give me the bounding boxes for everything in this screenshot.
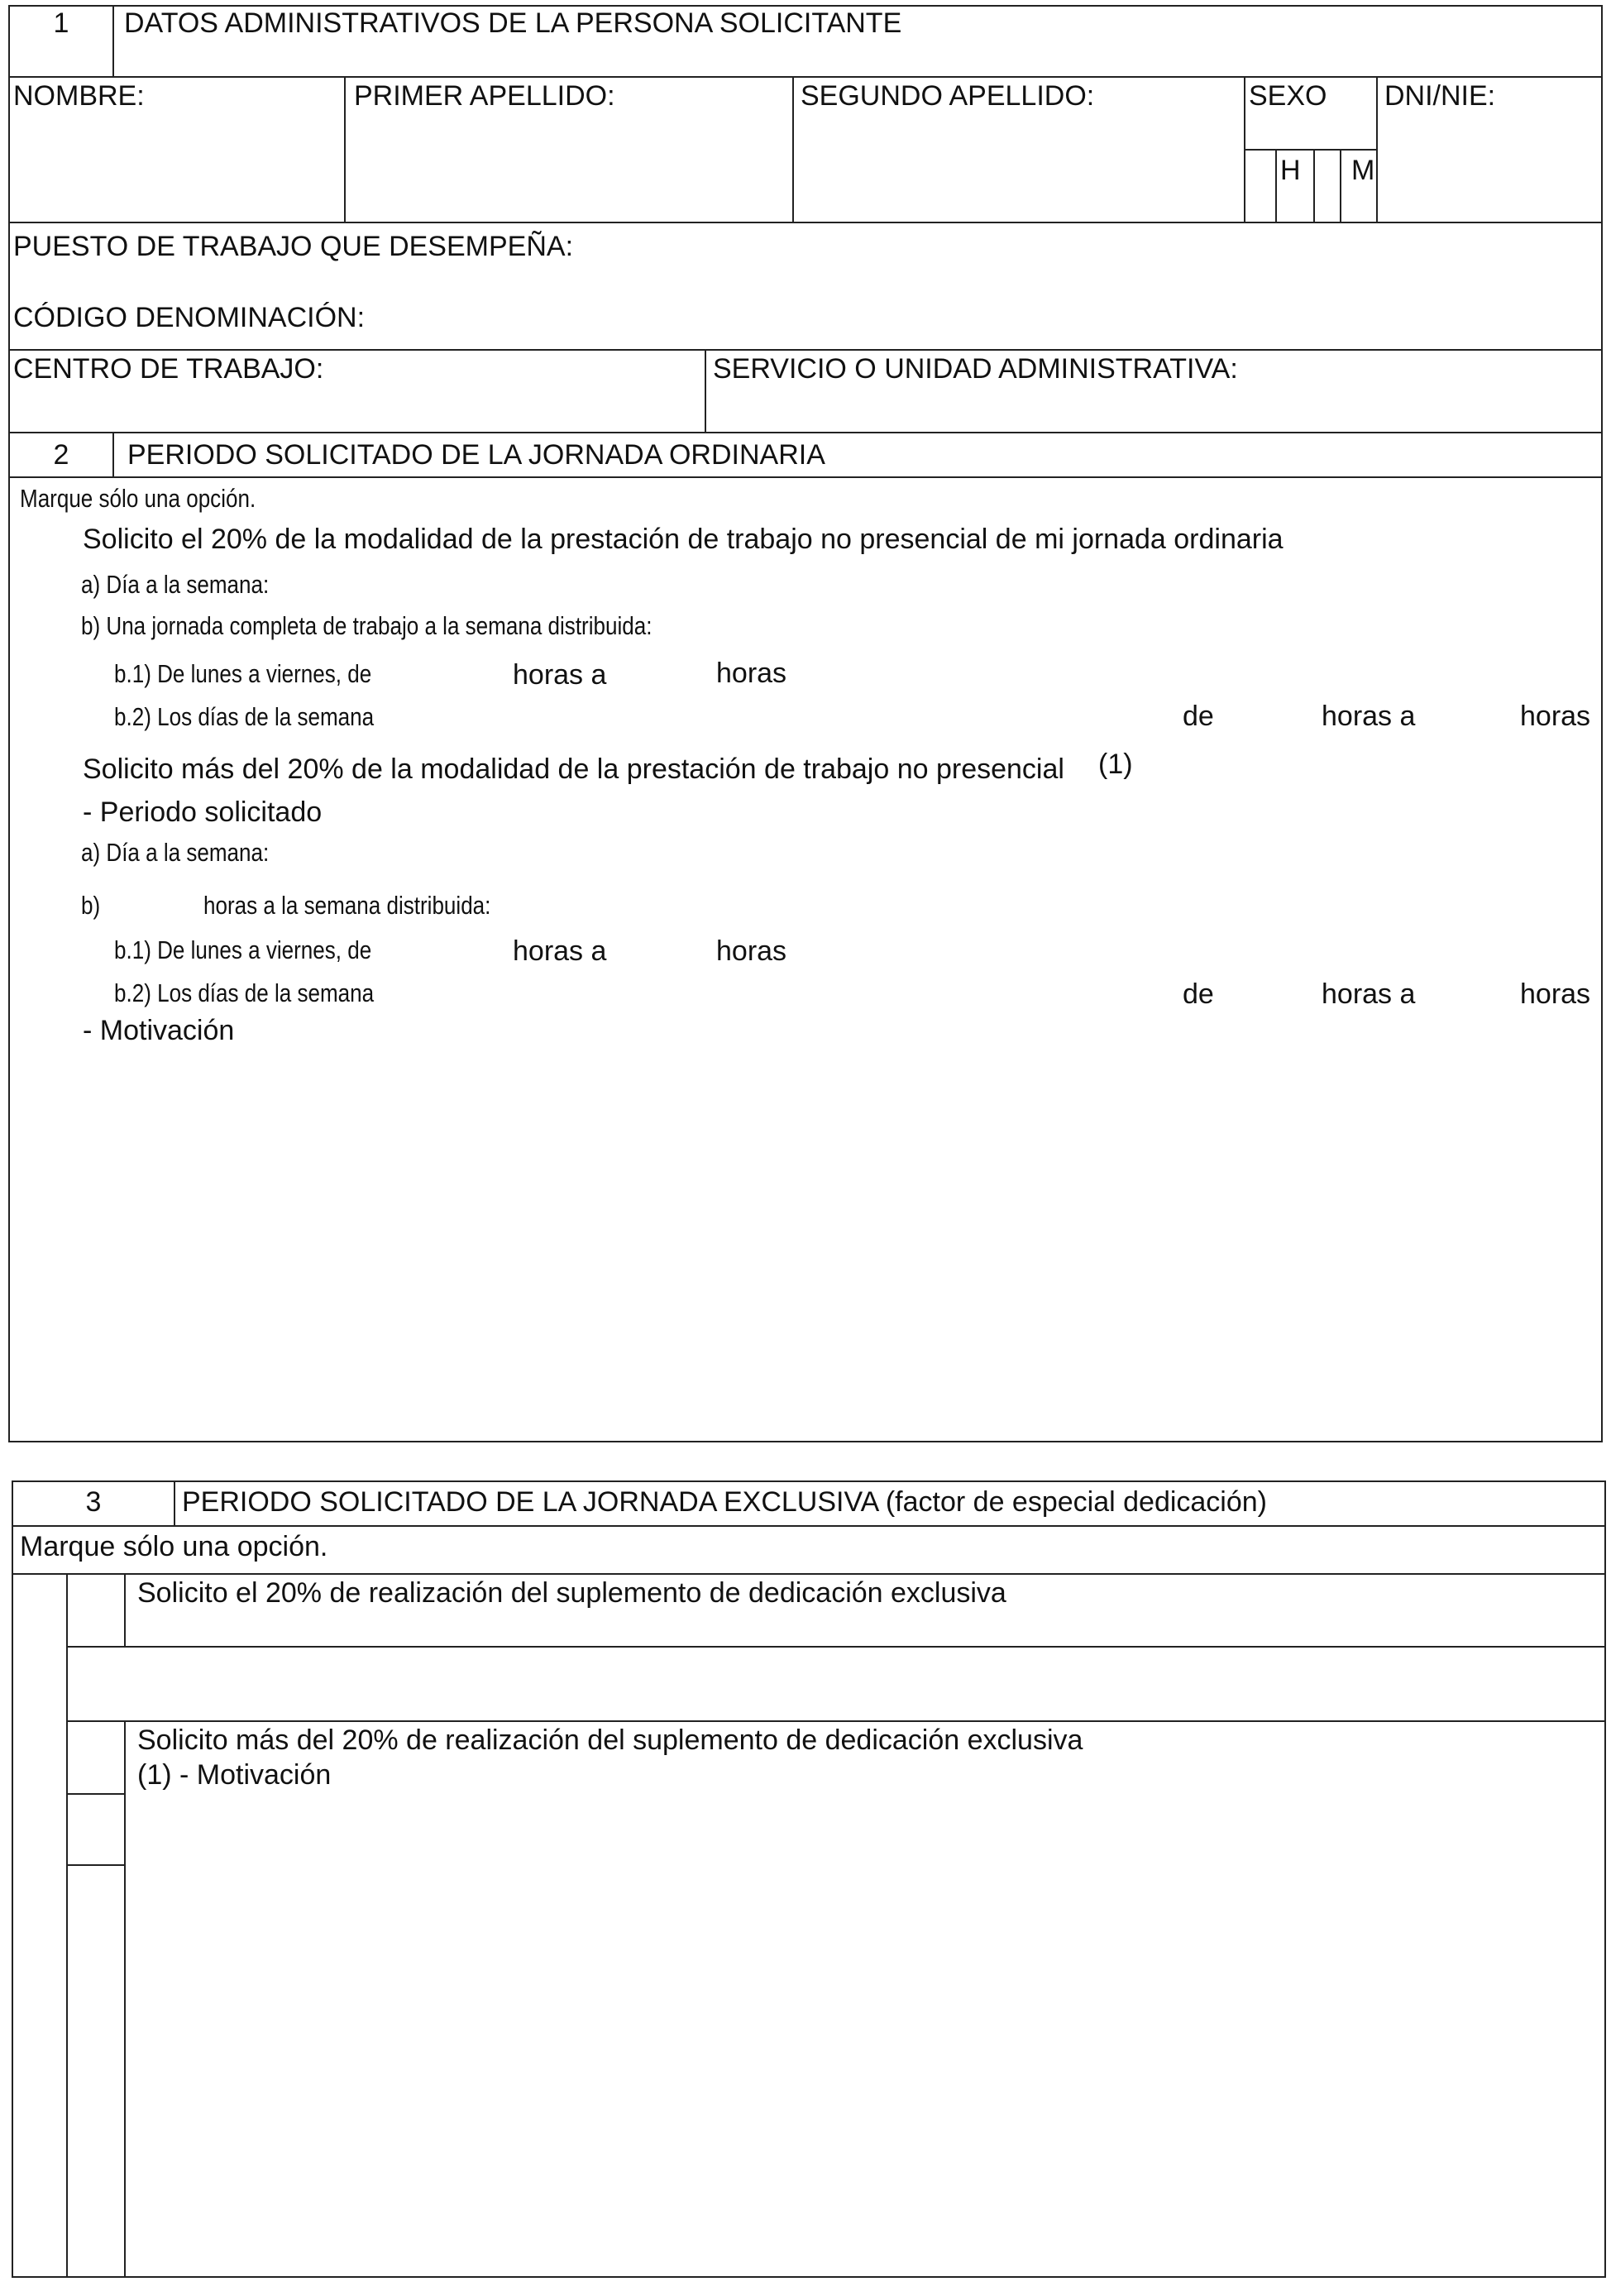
exclusive-20-label: Solicito el 20% de realización del suplemento de dedicación exclusiva (137, 1577, 1006, 1609)
border (1601, 432, 1603, 1442)
section-number: 3 (85, 1486, 102, 1518)
centro-label: CENTRO DE TRABAJO: (13, 353, 324, 385)
border (66, 1864, 126, 1866)
section-number: 2 (53, 439, 69, 471)
border (66, 1793, 126, 1795)
opt2-b1-label: b.1) De lunes a viernes, de (114, 935, 372, 964)
horas-a-label: horas a (1322, 978, 1416, 1010)
codigo-label: CÓDIGO DENOMINACIÓN: (13, 302, 366, 333)
section-title: DATOS ADMINISTRATIVOS DE LA PERSONA SOLICITANTE (124, 7, 902, 39)
puesto-label: PUESTO DE TRABAJO QUE DESEMPEÑA: (13, 231, 574, 262)
border (705, 349, 706, 433)
footnote-ref: (1) (1098, 749, 1133, 780)
option-20-label: Solicito el 20% de la modalidad de la prestación de trabajo no presencial de mi jornada ordinaria (83, 524, 1284, 555)
section-number: 1 (53, 7, 69, 39)
border (1601, 5, 1603, 433)
section-title: PERIODO SOLICITADO DE LA JORNADA ORDINARIA (127, 439, 825, 471)
border (8, 432, 1603, 433)
sexo-h-label: H (1280, 155, 1301, 186)
border (112, 432, 114, 478)
border (8, 432, 10, 1442)
border (8, 1441, 1603, 1442)
option-20-checkbox[interactable] (25, 524, 58, 554)
opt2-b2-to-field[interactable] (1431, 976, 1517, 1011)
segundo-apellido-label: SEGUNDO APELLIDO: (801, 80, 1095, 112)
exclusive-more-label: Solicito más del 20% de realización del suplemento de dedicación exclusiva (137, 1724, 1083, 1756)
opt1-b1-from-field[interactable] (430, 657, 513, 691)
border (8, 476, 1603, 478)
opt2-b2-from-field[interactable] (1227, 976, 1322, 1011)
border (344, 76, 346, 223)
horas-a-label: horas a (513, 935, 607, 967)
border (8, 222, 1603, 223)
segundo-apellido-field[interactable] (796, 116, 1244, 220)
border (66, 1573, 68, 2278)
border (12, 1525, 1606, 1527)
dni-field[interactable] (1379, 116, 1601, 220)
sexo-label: SEXO (1249, 80, 1327, 112)
opt1-day-field[interactable] (331, 567, 1591, 602)
centro-field[interactable] (12, 387, 705, 430)
border (1604, 1480, 1606, 2278)
opt1-a-label: a) Día a la semana: (81, 570, 270, 599)
exclusive-motivacion-textarea[interactable] (137, 1796, 1596, 2271)
de-label: de (1183, 701, 1214, 732)
border (124, 1573, 126, 1648)
border (12, 1480, 1606, 1482)
option-more-label: Solicito más del 20% de la modalidad de la prestación de trabajo no presencial (83, 753, 1064, 785)
opt2-day-field[interactable] (331, 835, 1591, 870)
opt1-b-label: b) Una jornada completa de trabajo a la semana distribuida: (81, 611, 653, 640)
option-more-checkbox[interactable] (25, 754, 58, 784)
border (174, 1480, 175, 1527)
opt1-b2-from-field[interactable] (1227, 700, 1322, 734)
horas-label: horas (1520, 701, 1591, 732)
opt1-b1-to-field[interactable] (622, 657, 708, 691)
opt1-b2-to-field[interactable] (1431, 700, 1517, 734)
nombre-field[interactable] (12, 116, 344, 220)
opt2-b-letter: b) (81, 891, 101, 920)
horas-label: horas (716, 935, 787, 967)
codigo-field[interactable] (380, 299, 1599, 337)
sexo-h-checkbox[interactable] (1315, 151, 1340, 222)
instruction: Marque sólo una opción. (20, 484, 256, 513)
border (12, 1480, 13, 2278)
opt2-b2-label: b.2) Los días de la semana (114, 978, 375, 1007)
opt1-b1-label: b.1) De lunes a viernes, de (114, 659, 372, 688)
border (124, 1720, 126, 2278)
horas-a-label: horas a (513, 659, 607, 691)
periodo-field[interactable] (331, 794, 1591, 829)
nombre-label: NOMBRE: (13, 80, 145, 112)
border (12, 1573, 1606, 1575)
servicio-field[interactable] (710, 387, 1601, 430)
exclusive-20-checkbox[interactable] (69, 1576, 122, 1644)
sexo-m-label: M (1351, 155, 1375, 186)
exclusive-more-checkbox[interactable] (69, 1724, 122, 1791)
border (8, 5, 10, 433)
border (112, 5, 114, 78)
dni-label: DNI/NIE: (1384, 80, 1496, 112)
opt1-b2-days-field[interactable] (447, 700, 1178, 734)
horas-label: horas (1520, 978, 1591, 1010)
border (66, 1646, 1606, 1648)
opt2-b-label: horas a la semana distribuida: (203, 891, 491, 920)
border (1275, 149, 1277, 223)
motivacion-textarea[interactable] (83, 1052, 1591, 1436)
exclusive-motivacion-label: (1) - Motivación (137, 1759, 332, 1791)
border (8, 76, 1603, 78)
border (66, 1720, 1606, 1722)
instruction: Marque sólo una opción. (20, 1531, 328, 1562)
horas-a-label: horas a (1322, 701, 1416, 732)
de-label: de (1183, 978, 1214, 1010)
periodo-label: - Periodo solicitado (83, 796, 323, 828)
border (1244, 149, 1378, 151)
primer-apellido-label: PRIMER APELLIDO: (354, 80, 615, 112)
opt2-a-label: a) Día a la semana: (81, 838, 270, 867)
opt2-hours-field[interactable] (111, 888, 197, 923)
horas-label: horas (716, 658, 787, 689)
motivacion-label: - Motivación (83, 1015, 235, 1046)
border (1340, 149, 1341, 223)
puesto-field[interactable] (595, 228, 1599, 266)
opt2-b1-from-field[interactable] (430, 933, 513, 968)
section-title: PERIODO SOLICITADO DE LA JORNADA EXCLUSIVA (factor de especial dedicación) (182, 1486, 1268, 1518)
opt2-b1-to-field[interactable] (622, 933, 708, 968)
primer-apellido-field[interactable] (347, 116, 792, 220)
border (12, 2276, 1606, 2278)
border (792, 76, 794, 223)
border (8, 349, 1603, 351)
servicio-label: SERVICIO O UNIDAD ADMINISTRATIVA: (713, 353, 1238, 385)
opt1-b2-label: b.2) Los días de la semana (114, 702, 375, 731)
opt2-b2-days-field[interactable] (447, 976, 1178, 1011)
